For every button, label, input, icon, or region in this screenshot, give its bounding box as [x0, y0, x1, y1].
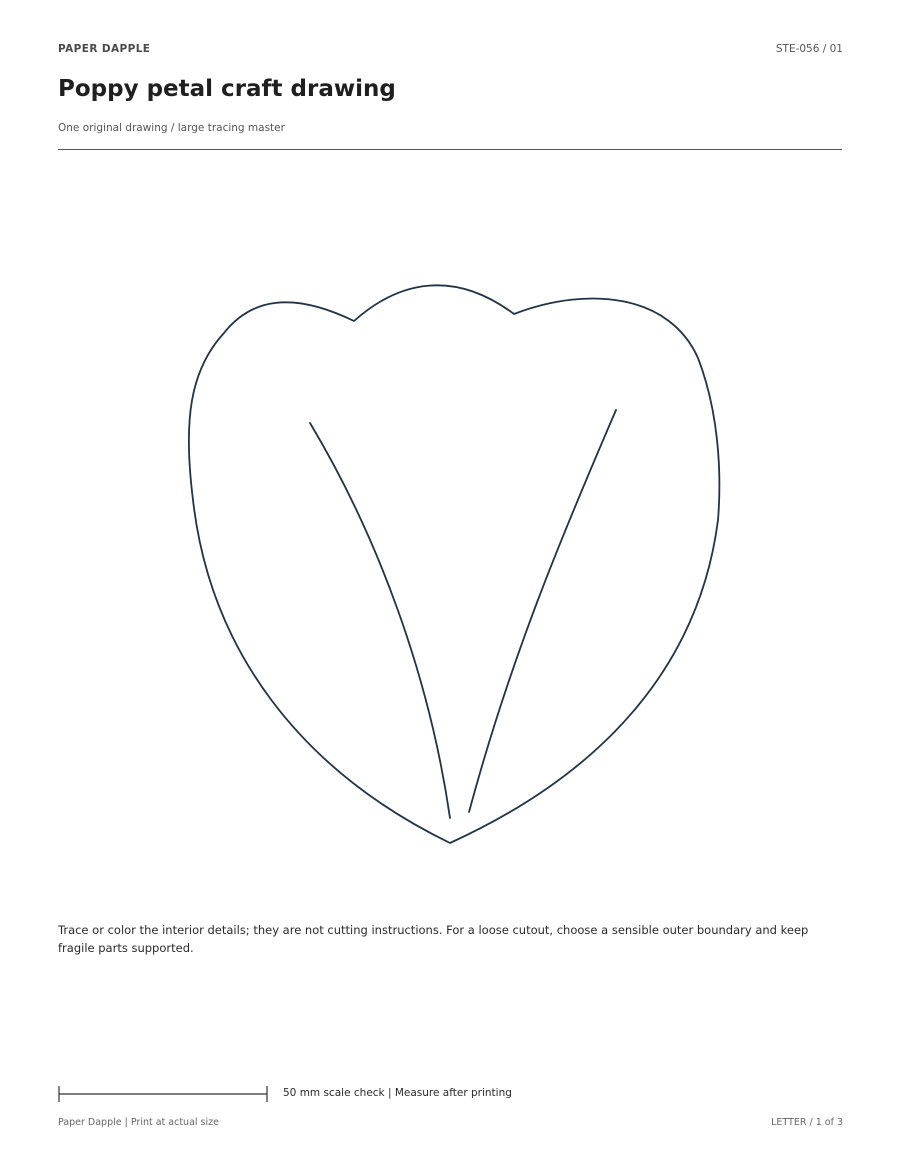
- page-title: Poppy petal craft drawing: [58, 76, 396, 102]
- petal-outline: [189, 285, 720, 843]
- footer-page-info: LETTER / 1 of 3: [771, 1117, 843, 1128]
- brand-name: PAPER DAPPLE: [58, 43, 151, 55]
- instruction-note: Trace or color the interior details; they are not cutting instructions. For a loose cutout, choose a sensible outer boundary and keep fragile parts supported.: [58, 923, 809, 955]
- petal-vein-left: [310, 423, 450, 818]
- page-subtitle: One original drawing / large tracing master: [58, 122, 285, 134]
- scale-label: 50 mm scale check | Measure after printing: [283, 1087, 512, 1099]
- footer-left: Paper Dapple | Print at actual size: [58, 1117, 219, 1128]
- scale-bar: [58, 1084, 268, 1104]
- document-code: STE-056 / 01: [775, 43, 843, 55]
